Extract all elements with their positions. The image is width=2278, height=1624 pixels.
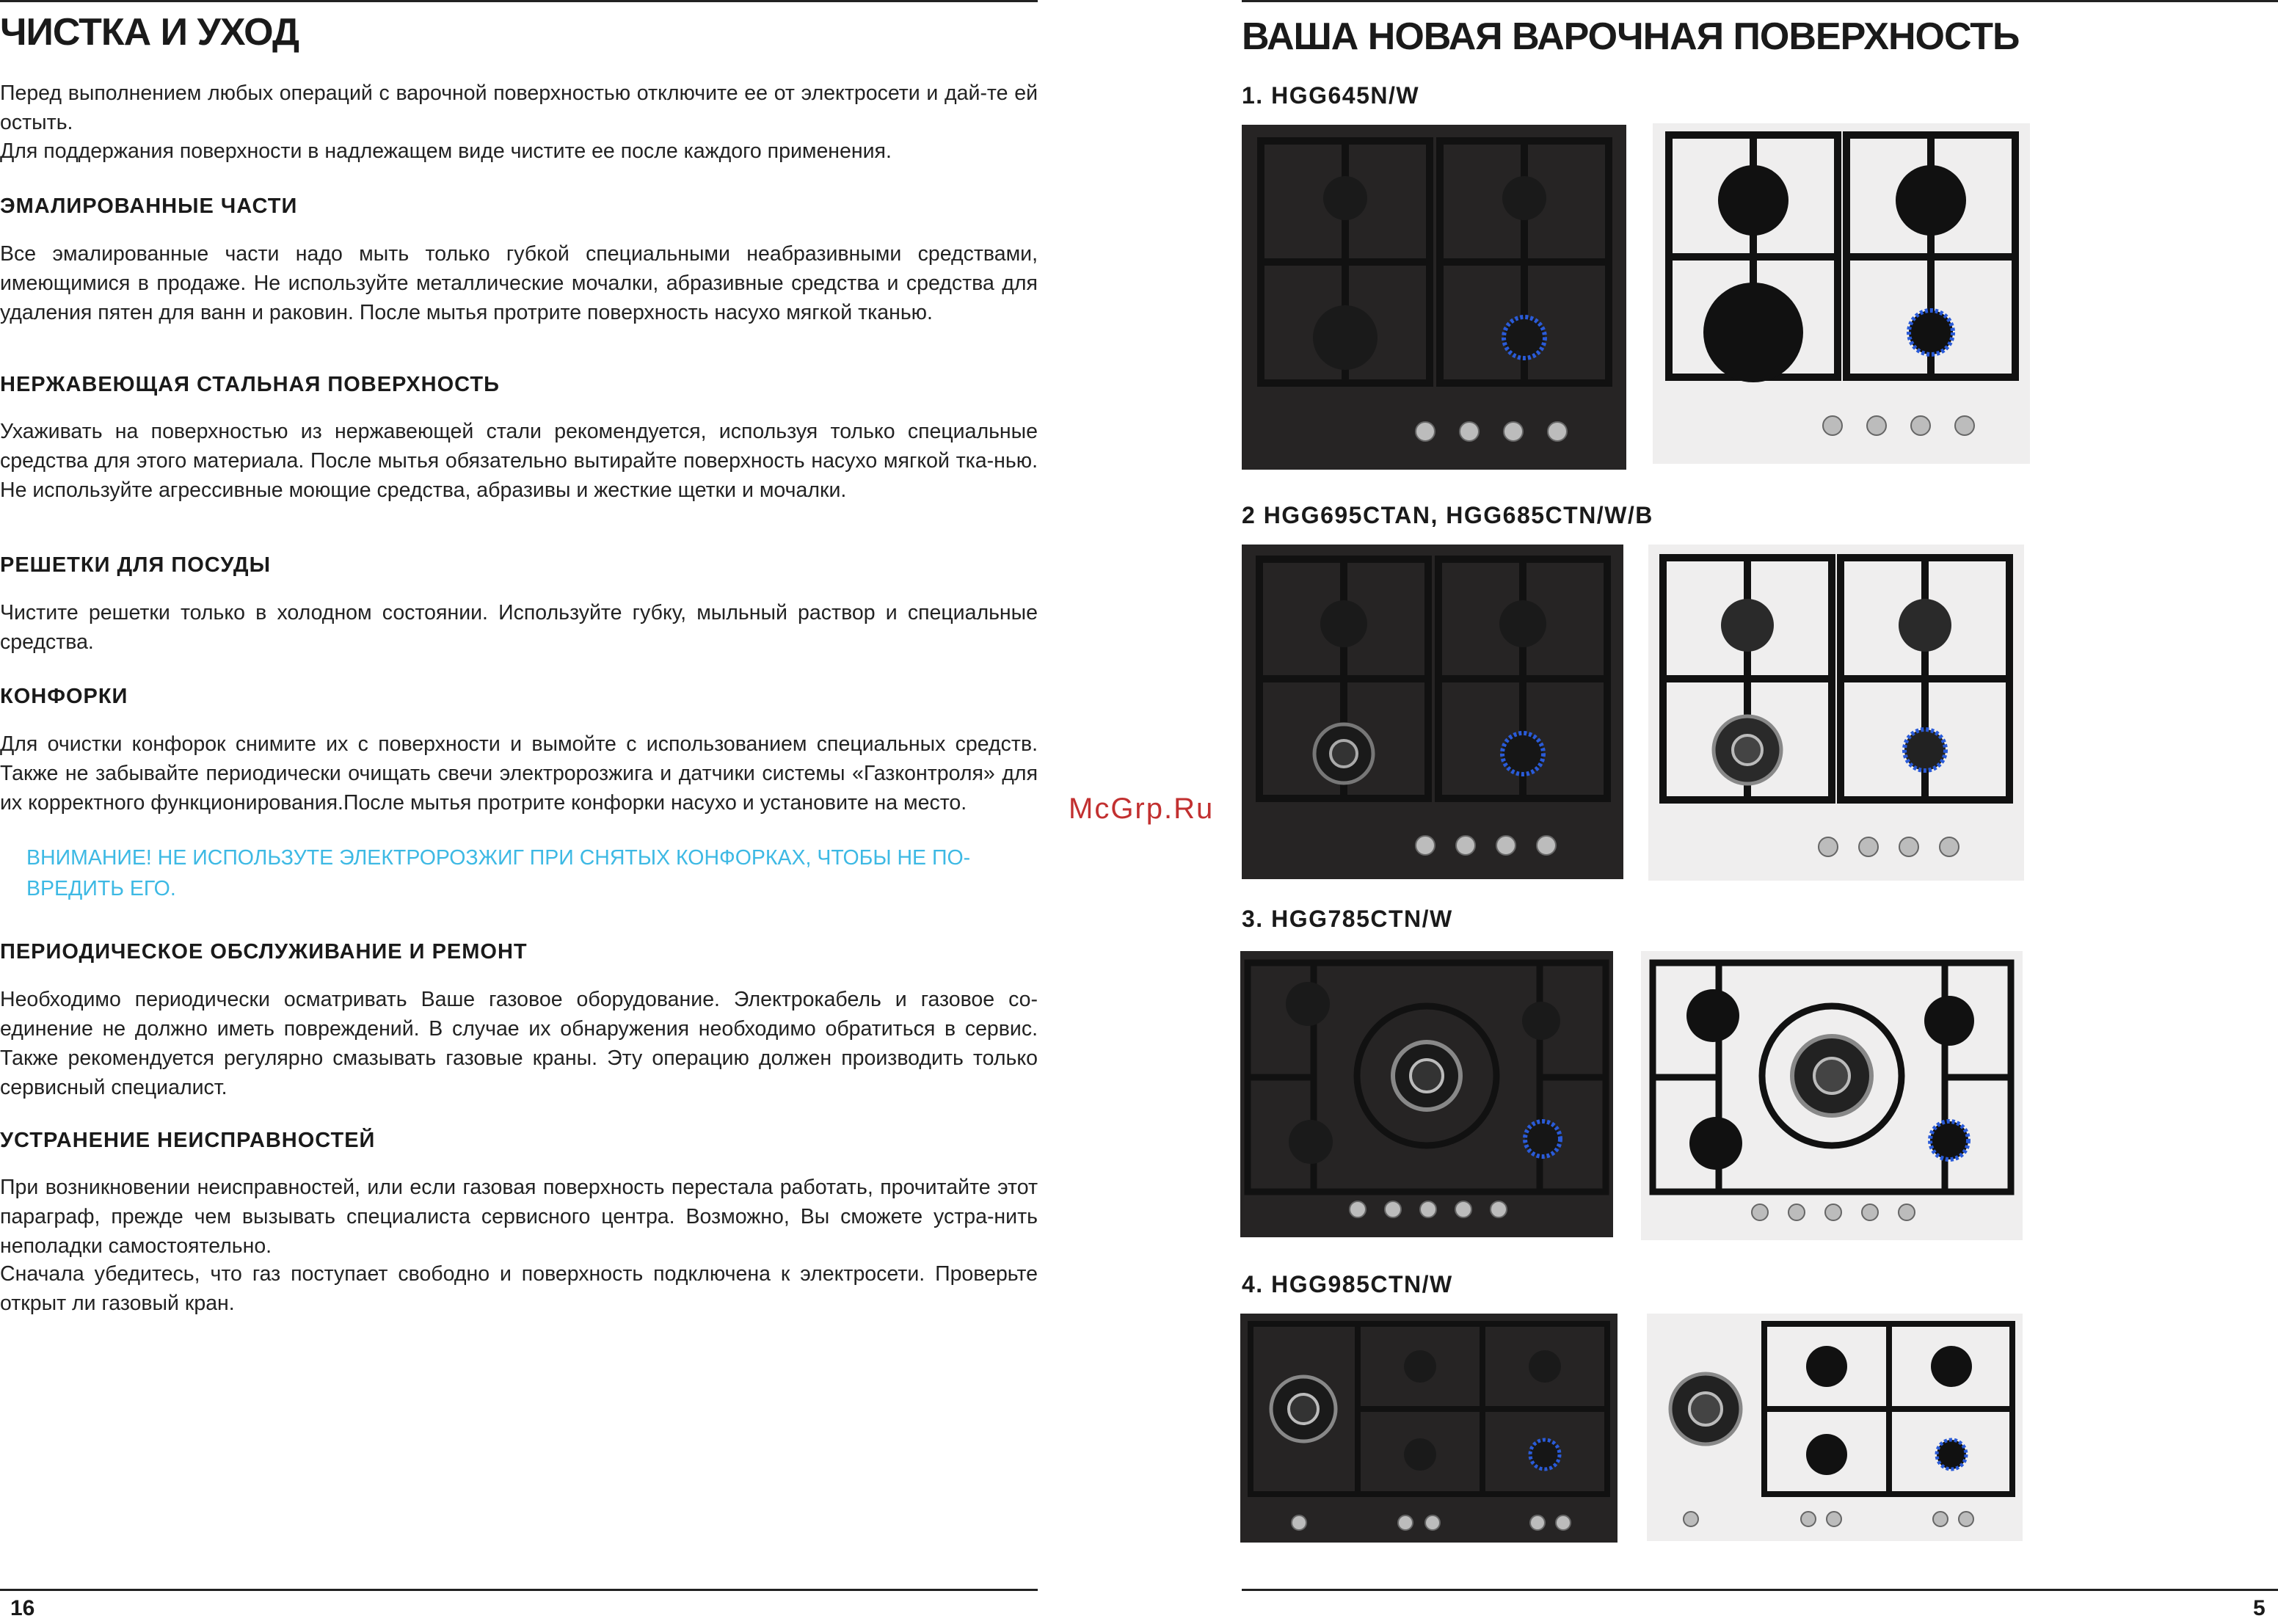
section-heading-steel: НЕРЖАВЕЮЩАЯ СТАЛЬНАЯ ПОВЕРХНОСТЬ xyxy=(0,373,500,396)
section-heading-enamel: ЭМАЛИРОВАННЫЕ ЧАСТИ xyxy=(0,194,298,218)
right-page-title: ВАША НОВАЯ ВАРОЧНАЯ ПОВЕРХНОСТЬ xyxy=(1242,15,2020,58)
section-text-grates: Чистите решетки только в холодном состоянии. Используйте губку, мыльный раствор и специальные средства. xyxy=(0,601,1038,654)
page-number-right: 5 xyxy=(2253,1596,2266,1620)
intro-paragraph-2: Для поддержания поверхности в надлежащем виде чистите ее после каждого применения. xyxy=(0,139,892,163)
watermark: McGrp.Ru xyxy=(1069,793,1215,825)
section-text-troubleshooting: При возникновении неисправностей, или если газовая поверхность перестала работать, прочитайте этот параграф, прежде чем вызывать специалиста сервисного центра. Возможно, Вы сможете устра-нить неполадки самостоятельно. xyxy=(0,1176,1038,1258)
hob-photo-4-white xyxy=(1647,1314,2023,1541)
hob-photo-1-white xyxy=(1653,123,2030,464)
top-rule-left xyxy=(0,0,1038,2)
section-heading-grates: РЕШЕТКИ ДЛЯ ПОСУДЫ xyxy=(0,553,271,577)
hob-photo-3-white xyxy=(1641,951,2023,1240)
section-text-burners: Для очистки конфорок снимите их с поверхности и вымойте с использованием специальных средств. Также не забывайте периодически очищать свечи электророзжига и датчики системы «Газконтроля» для их корректного функционирования.После мытья протрите конфорки насухо и установите на место. xyxy=(0,732,1038,815)
top-rule-right xyxy=(1242,0,2278,2)
hob-photo-2-dark xyxy=(1242,545,1623,879)
section-text-enamel: Все эмалированные части надо мыть только губкой специальными неабразивными средствами, имеющимися в продаже. Не используйте металлические мочалки, абразивные средства и средства для удаления пятен для ванн и раковин. После мытья протрите поверхность насухо мягкой тканью. xyxy=(0,242,1038,324)
model-label-3: 3. HGG785CTN/W xyxy=(1242,906,1453,932)
section-text-steel: Ухаживать на поверхностью из нержавеющей стали рекомендуется, используя только специальные средства для этого материала. После мытья обязательно вытирайте поверхность насухо мягкой тка-нью. Не используйте агрессивные моющие средства, абразивы и жесткие щетки и мочалки. xyxy=(0,420,1038,502)
section-heading-maintenance: ПЕРИОДИЧЕСКОЕ ОБСЛУЖИВАНИЕ И РЕМОНТ xyxy=(0,940,528,964)
final-paragraph: Сначала убедитесь, что газ поступает свободно и поверхность подключена к электросети. Проверьте открыт ли газовый кран. xyxy=(0,1262,1038,1315)
warning-note: ВНИМАНИЕ! НЕ ИСПОЛЬЗУТЕ ЭЛЕКТРОРОЗЖИГ ПРИ СНЯТЫХ КОНФОРКАХ, ЧТОБЫ НЕ ПО-ВРЕДИТЬ ЕГО. xyxy=(26,846,971,900)
section-text-maintenance: Необходимо периодически осматривать Ваше газовое оборудование. Электрокабель и газовое со-единение не должно иметь повреждений. В случае их обнаружения необходимо обратиться в сервис. Также рекомендуется регулярно смазывать газовые краны. Эту операцию должен производить только сервисный специалист. xyxy=(0,988,1038,1099)
bottom-rule-left xyxy=(0,1589,1038,1591)
hob-photo-4-dark xyxy=(1240,1314,1617,1543)
page-number-left: 16 xyxy=(10,1596,35,1620)
section-heading-burners: КОНФОРКИ xyxy=(0,685,128,708)
model-label-1: 1. HGG645N/W xyxy=(1242,82,1420,109)
hob-photo-3-dark xyxy=(1240,951,1613,1237)
page-title: ЧИСТКА И УХОД xyxy=(0,11,299,54)
hob-photo-2-white xyxy=(1648,545,2024,881)
model-label-2: 2 HGG695CTAN, HGG685CTN/W/B xyxy=(1242,502,1653,528)
section-heading-troubleshooting: УСТРАНЕНИЕ НЕИСПРАВНОСТЕЙ xyxy=(0,1129,376,1152)
intro-paragraph-1: Перед выполнением любых операций с варочной поверхностью отключите ее от электросети и дай-те ей остыть. xyxy=(0,81,1038,134)
model-label-4: 4. HGG985CTN/W xyxy=(1242,1271,1453,1297)
hob-photo-1-dark xyxy=(1242,125,1626,470)
bottom-rule-right xyxy=(1242,1589,2278,1591)
